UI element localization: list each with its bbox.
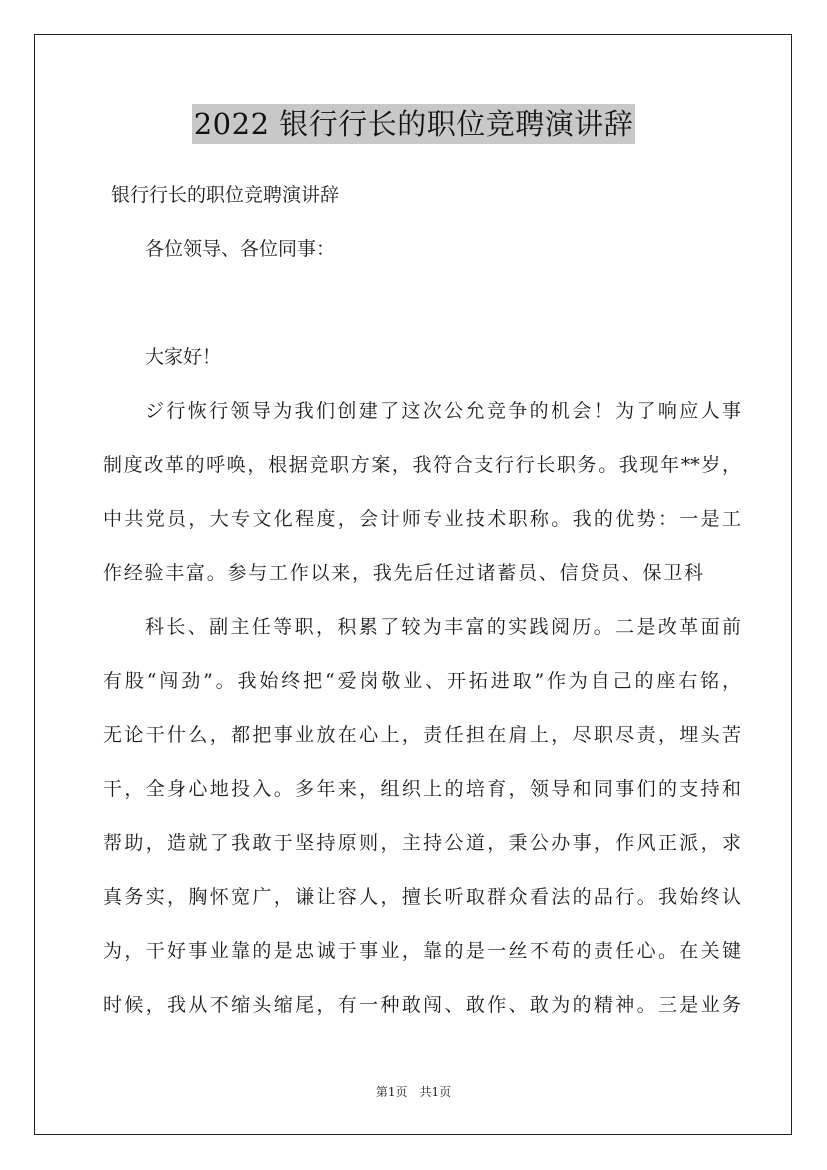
body-line: 为，干好事业靠的是忠诚于事业，靠的是一丝不苟的责任心。在关键 xyxy=(103,940,741,962)
body-line: 有股“闯劲”。我始终把“爱岗敬业、开拓进取”作为自己的座右铭， xyxy=(103,670,741,692)
document-title: 2022 银行行长的职位竞聘演讲辞 xyxy=(192,104,636,144)
body-line: 真务实，胸怀宽广，谦让容人，擅长听取群众看法的品行。我始终认 xyxy=(103,886,741,908)
body-line: 干，全身心地投入。多年来，组织上的培育，领导和同事们的支持和 xyxy=(103,778,741,800)
body-line: 中共党员，大专文化程度，会计师专业技术职称。我的优势：一是工 xyxy=(103,508,741,530)
page-footer: 第1页 共1页 xyxy=(375,1085,452,1099)
body-line: 时候，我从不缩头缩尾，有一种敢闯、敢作、敢为的精神。三是业务 xyxy=(103,994,741,1016)
hello-line: 大家好！ xyxy=(145,346,222,368)
body-line: 帮助，造就了我敢于坚持原则，主持公道，秉公办事，作风正派，求 xyxy=(103,832,741,854)
body-line: 作经验丰富。参与工作以来，我先后任过诸蓄员、信贷员、保卫科 xyxy=(103,562,703,584)
body-line: 制度改革的呼唤，根据竞职方案，我符合支行行长职务。我现年**岁， xyxy=(103,454,741,476)
body-line: 科长、副主任等职，积累了较为丰富的实践阅历。二是改革面前 xyxy=(145,616,741,638)
title-container xyxy=(0,104,827,144)
body-line: ジ行恢行领导为我们创建了这次公允竞争的机会！为了响应人事 xyxy=(145,400,741,422)
document-subtitle: 银行行长的职位竞聘演讲辞 xyxy=(111,184,340,206)
greeting-line: 各位领导、各位同事： xyxy=(145,238,336,260)
body-line: 无论干什么，都把事业放在心上，责任担在肩上，尽职尽责，埋头苦 xyxy=(103,724,741,746)
